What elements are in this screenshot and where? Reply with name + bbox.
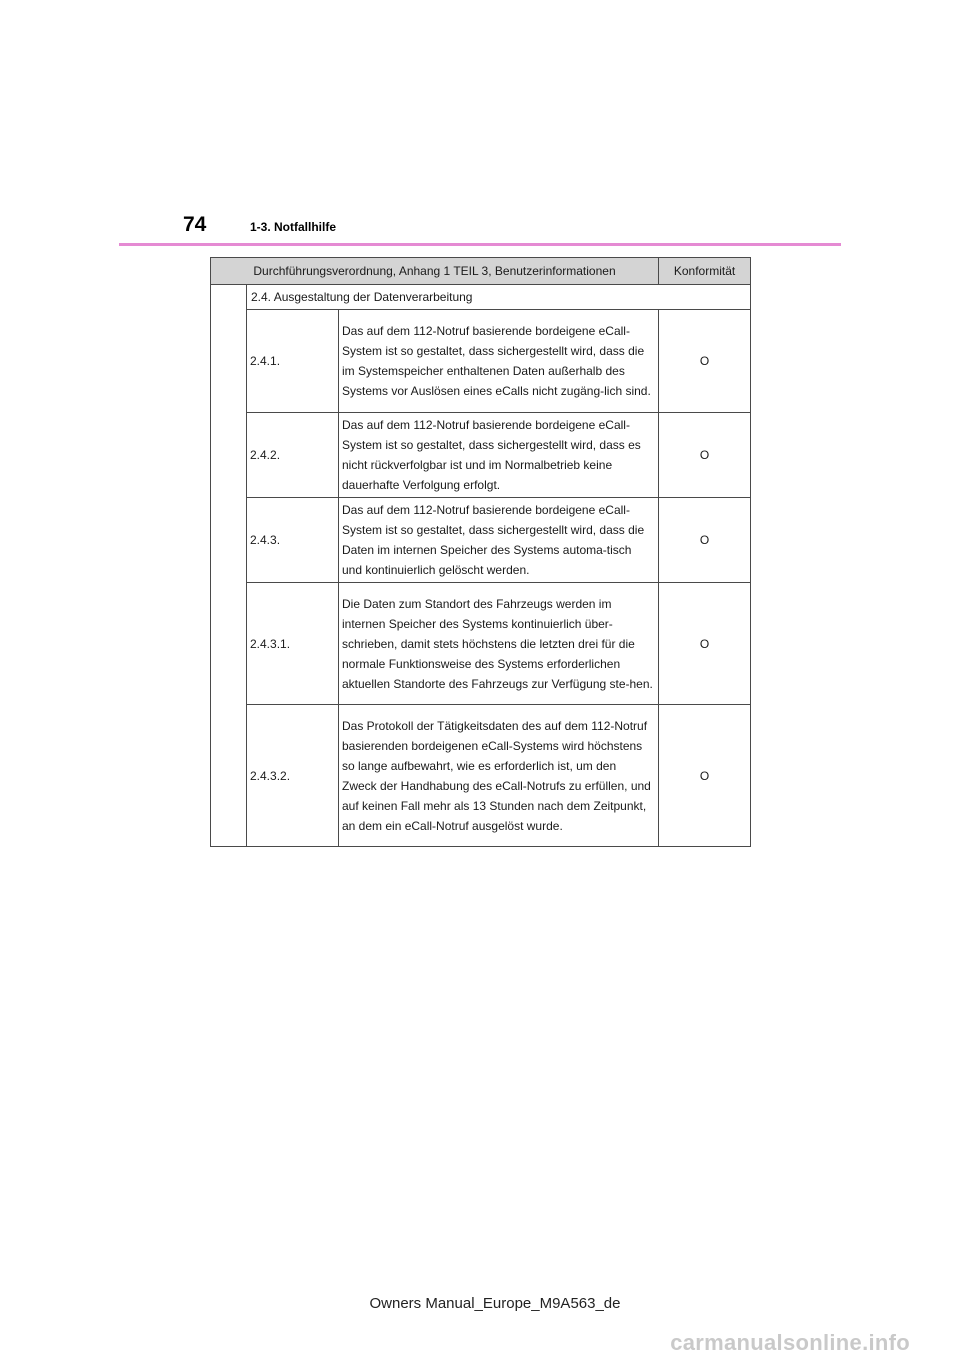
header-regulation: Durchführungsverordnung, Anhang 1 TEIL 3, Benutzerinformationen: [211, 258, 659, 285]
table-row: [211, 705, 751, 847]
row-text: Das auf dem 112-Notruf basierende bordeigene eCall-System ist so gestaltet, dass sichergestellt wird, dass die Daten im internen Speicher des Systems automa-tisch und kontinuierlich gelöscht werden.: [339, 498, 659, 583]
row-text: Das auf dem 112-Notruf basierende bordeigene eCall-System ist so gestaltet, dass sichergestellt wird, dass die im Systemspeicher enthaltenen Daten außerhalb des Systems vor Auslösen eines eCalls nicht zugäng-lich sind.: [339, 310, 659, 413]
row-number: 2.4.3.: [247, 498, 339, 583]
table-row: [211, 310, 751, 413]
table-row: [211, 498, 751, 583]
page-number: 74: [183, 213, 207, 236]
section-subheading: 2.4. Ausgestaltung der Datenverarbeitung: [247, 285, 751, 310]
watermark: carmanualsonline.info: [670, 1330, 910, 1355]
row-number: 2.4.3.1.: [247, 583, 339, 705]
row-text: Die Daten zum Standort des Fahrzeugs werden im internen Speicher des Systems kontinuierlich über-schrieben, damit stets höchstens die letzten drei für die normale Funktionsweise des Systems erforderlichen aktuellen Standorte des Fahrzeugs zur Verfügung ste-hen.: [339, 583, 659, 705]
table-row: [211, 583, 751, 705]
row-conformity: O: [659, 498, 751, 583]
row-number: 2.4.3.2.: [247, 705, 339, 847]
indent-cell: [211, 285, 247, 847]
row-number: 2.4.2.: [247, 413, 339, 498]
row-conformity: O: [659, 413, 751, 498]
section-title: 1-3. Notfallhilfe: [250, 220, 337, 234]
row-text: Das auf dem 112-Notruf basierende bordeigene eCall-System ist so gestaltet, dass sichergestellt wird, dass es nicht rückverfolgbar ist und im Normalbetrieb keine dauerhafte Verfolgung erfolgt.: [339, 413, 659, 498]
row-text: Das Protokoll der Tätigkeitsdaten des auf dem 112-Notruf basierenden bordeigenen eCall-Systems wird höchstens so lange aufbewahrt, wie es erforderlich ist, um den Zweck der Handhabung des eCall-Notrufs zu erfüllen, und auf keinen Fall mehr als 13 Stunden nach dem Zeitpunkt, an dem ein eCall-Notruf ausgelöst wurde.: [339, 705, 659, 847]
regulation-table: [210, 257, 751, 847]
table-header-row: [211, 258, 751, 285]
row-conformity: O: [659, 705, 751, 847]
table-row: [211, 413, 751, 498]
subheading-row: [211, 285, 751, 310]
row-conformity: O: [659, 310, 751, 413]
row-number: 2.4.1.: [247, 310, 339, 413]
footer-document-name: [0, 1295, 960, 1312]
footer-document-name-text: Owners Manual_Europe_M9A563_de: [369, 1295, 621, 1312]
header-conformity: Konformität: [659, 258, 751, 285]
header-rule: [119, 243, 841, 246]
row-conformity: O: [659, 583, 751, 705]
